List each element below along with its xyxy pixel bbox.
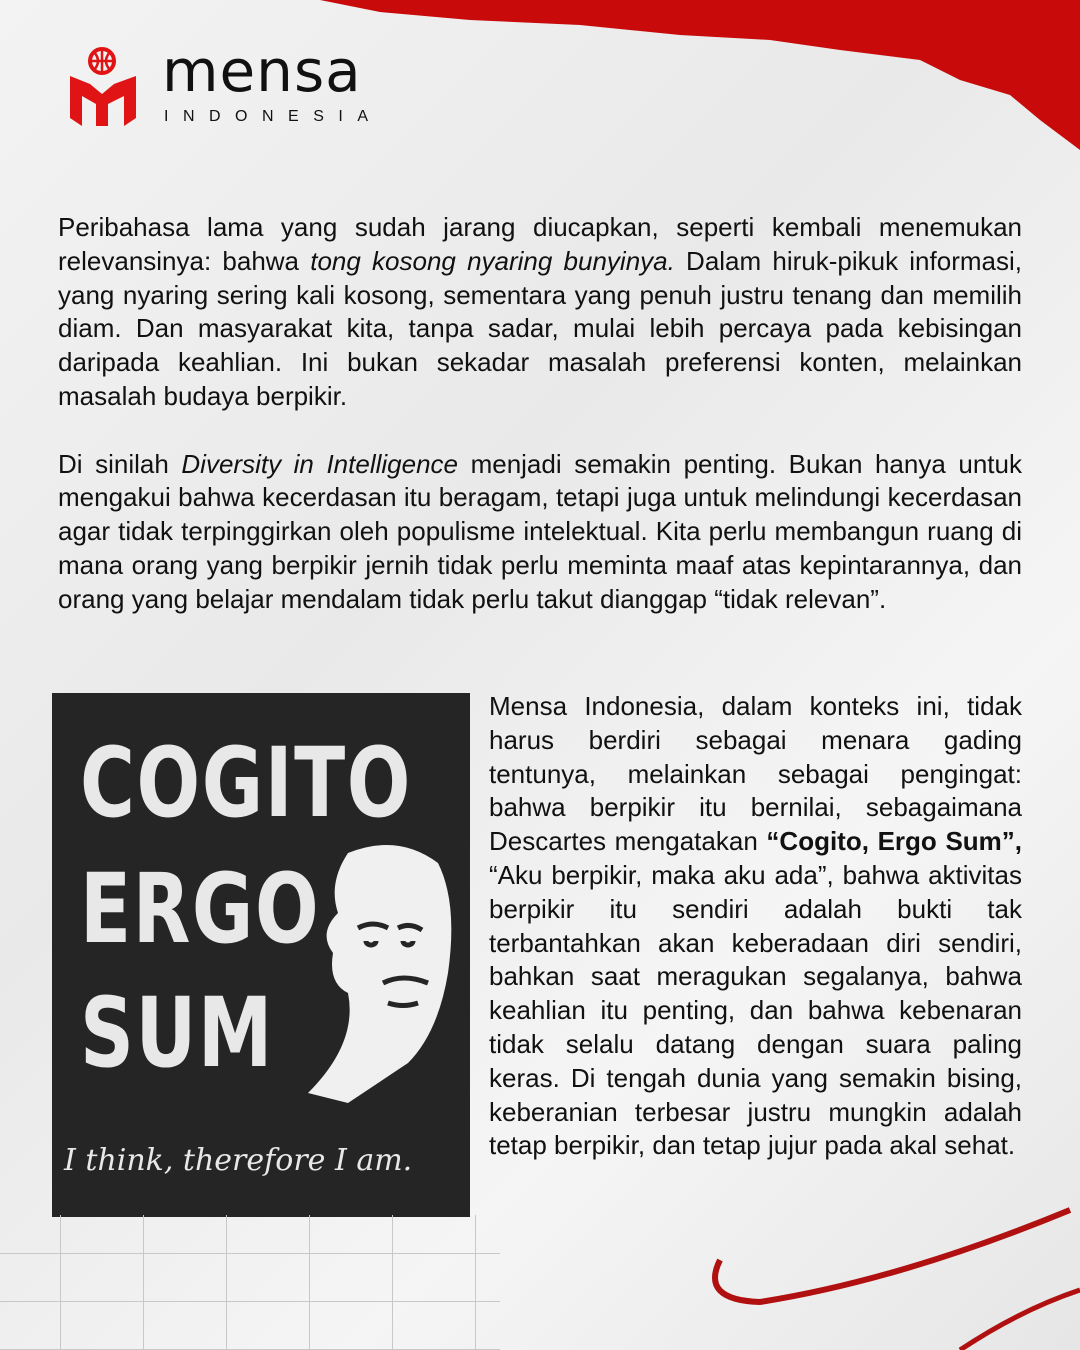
image-caption: I think, therefore I am. xyxy=(64,1143,413,1178)
image-text-ergo: ERGO xyxy=(80,853,321,965)
text-segment: Peribahasa lama yang sudah jarang diucapkan, seperti kembali menemukan relevansinya: bahwa xyxy=(58,212,1022,276)
text-segment-bold: “Cogito, Ergo Sum”, xyxy=(766,826,1023,857)
image-text-cogito: COGITO xyxy=(80,727,413,839)
logo-subtitle: INDONESIA xyxy=(164,108,383,125)
text-segment: “Aku berpikir, maka aku ada”, bahwa aktivitas berpikir itu sendiri adalah bukti tak terbantahkan akan keberadaan diri sendiri, bahkan saat meragukan segalanya, bahwa keahlian itu penting, dan bahwa kebenaran tidak selalu datang dengan suara paling keras. Di tengah dunia yang semakin bising, keberanian terbesar justru mungkin adalah tetap berpikir, dan tetap jujur pada akal sehat. xyxy=(489,859,1022,1161)
mensa-emblem-icon xyxy=(68,46,140,128)
logo-wordmark: mensa xyxy=(162,37,362,105)
text-segment: Mensa Indonesia, dalam konteks ini, tidak harus berdiri sebagai menara gading tentunya, melainkan sebagai pengingat: bahwa berpikir itu bernilai, sebagaimana Descartes mengatakan xyxy=(489,691,1022,857)
text-segment-italic: Diversity in Intelligence xyxy=(181,448,458,479)
text-segment: Di sinilah xyxy=(58,448,182,479)
cogito-ergo-sum-image xyxy=(52,693,470,1217)
paragraph-2 xyxy=(58,448,1022,617)
intro-text xyxy=(58,211,1022,617)
image-text-sum: SUM xyxy=(80,977,274,1089)
grid-decoration xyxy=(0,1215,500,1350)
text-segment: Dalam hiruk-pikuk informasi, yang nyaring sering kali kosong, sementara yang penuh justru tenang dan memilih diam. Dan masyarakat kita, tanpa sadar, mulai lebih percaya pada kebisingan daripada keahlian. Ini bukan sekadar masalah preferensi konten, melainkan masalah budaya berpikir. xyxy=(58,245,1022,411)
paragraph-1 xyxy=(58,211,1022,414)
red-brush-stroke-decoration xyxy=(700,1190,1080,1350)
mensa-indonesia-logo xyxy=(68,37,388,130)
red-torn-paper-decoration xyxy=(320,0,1080,170)
text-segment-italic: tong kosong nyaring bunyinya. xyxy=(310,245,675,276)
descartes-portrait-icon xyxy=(288,833,458,1113)
text-segment: menjadi semakin penting. Bukan hanya untuk mengakui bahwa kecerdasan itu beragam, tetapi juga untuk melindungi kecerdasan agar tidak terpinggirkan oleh populisme intelektual. Kita perlu membangun ruang di mana orang yang berpikir jernih tidak perlu meminta maaf atas kepintarannya, dan orang yang belajar mendalam tidak perlu takut dianggap “tidak relevan”. xyxy=(58,448,1022,614)
paragraph-3 xyxy=(489,690,1022,1163)
